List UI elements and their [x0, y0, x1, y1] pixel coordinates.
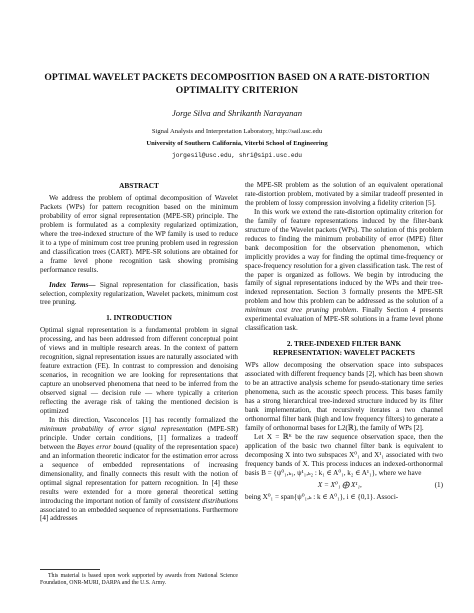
- index-terms-label: Index Terms—: [49, 280, 96, 289]
- abstract-text: We address the problem of optimal decomposition of Wavelet Packets (WPs) for pattern recognition based on the minimum probability of error signal representation (MPE-SR) principle. The problem is formulated as a complexity regularized optimization, where the tree-indexed structure of the WP family is used to reduce it to a type of minimum cost tree pruning problem used in regression and classification trees (CART). MPE-SR solutions are obtained for a frame level phone recognition task showing promising performance results.: [40, 194, 238, 274]
- right-paragraph-2: [245, 208, 443, 333]
- right-column: [245, 181, 443, 589]
- right-paragraph-1: the MPE-SR problem as the solution of an equivalent operational rate-distortion problem, motivated by a similar tradeoff presented in the problem of lossy compression involving a fidelity criterion [5].: [245, 181, 443, 207]
- section-2-paragraph-2: Let X = ℝᴷ be the raw sequence observation space, then the application of the basic two channel filter bank is equivalent to decomposing X into two subspaces X⁰₁ and X¹₁ associated with two frequency bands of X. This process induces an indexed-orthonormal basis B = {ψ⁰₁,ₖ₁, ψ¹₁,ₖ₂ : k₁ ∈ A⁰₁, k₂ ∈ A¹₁}, where we have: [245, 432, 443, 477]
- intro-p2-part-b: (MPE-SR) principle. Under certain conditions, [1] formalizes a tradeoff between the: [40, 424, 238, 451]
- intro-p2-emph-2: Bayes error bound: [77, 442, 132, 451]
- left-column: [40, 181, 238, 589]
- section-2-heading-line-1: 2. TREE-INDEXED FILTER BANK: [286, 339, 402, 349]
- intro-p2-emph-1: minimum probability of error signal representation: [40, 424, 203, 433]
- right-p2-part-a: In this work we extend the rate-distortion optimality criterion for the family of feature representations induced by the filter-bank structure of the Wavelet packets (WPs). The solution of this problem reduces to finding the minimum probability of error (MPE) filter bank decomposition for the observation phenomenon, which implicitly provides a way for finding the optimal time-frequency or space-frequency resolution for a given classification task. The rest of the paper is organized as follows. We begin by introducing the family of signal representations induced by the WPs and their tree-indexed representation. Section 3 formally presents the MPE-SR problem and how this problem can be addressed as the solution of a: [245, 207, 443, 306]
- title-line-2: OPTIMALITY CRITERION: [175, 84, 299, 96]
- paper-title: [30, 72, 444, 97]
- section-2-paragraph-3: being X⁰₁ = span{ψ⁰₁,ₖ : k ∈ A⁰₁}, i ∈ {0,1}. Associ-: [245, 492, 399, 501]
- intro-p2-emph-3: consistent distributions: [171, 496, 238, 505]
- intro-p2-part-a: In this direction, Vasconcelos [1] has recently formalized the: [49, 415, 238, 424]
- authors: Jorge Silva and Shrikanth Narayanan: [171, 108, 302, 118]
- title-line-1: OPTIMAL WAVELET PACKETS DECOMPOSITION BASED ON A RATE-DISTORTION: [44, 72, 430, 83]
- author-emails: jorgesil@usc.edu, shri@sipi.usc.edu: [172, 152, 302, 159]
- affiliation-lab: Signal Analysis and Interpretation Laboratory, http://sail.usc.edu: [151, 128, 323, 135]
- abstract-heading: ABSTRACT: [119, 181, 159, 190]
- index-terms: [40, 281, 238, 308]
- section-2-heading-line-2: REPRESENTATION: WAVELET PACKETS: [273, 348, 415, 358]
- right-p2-emph: minimum cost tree pruning problem: [245, 306, 357, 315]
- intro-paragraph-2: [40, 416, 238, 523]
- section-2-heading: [245, 339, 443, 357]
- equation-1-body: X = X⁰₁ ⨁ X¹₁,: [317, 480, 362, 489]
- footnote: This material is based upon work supported by awards from National Science Foundation, ONR-MURI, DARPA and the U.S. Army.: [40, 573, 238, 587]
- introduction-heading: 1. INTRODUCTION: [106, 313, 172, 323]
- index-terms-text: Signal representation for classification, basis selection, complexity regularization, Wavelet packets, minimum cost tree pruning.: [40, 280, 238, 307]
- footnote-rule: [40, 569, 100, 570]
- intro-p2-part-d: associated to an embedded sequence of representations. Furthermore [4] addresses: [40, 505, 238, 523]
- affiliation-university: University of Southern California, Viterbi School of Engineering: [146, 139, 328, 147]
- intro-p2-part-c: (quality of the representation space) and an information theoretic indicator for the estimation error across a sequence of embedded representations of increasing dimensionality, and finally connects this result with the notion of optimal signal representation for pattern recognition. In [4] these results were extended for a more general theoretical setting introducing the important notion of family of: [40, 442, 238, 505]
- equation-1-number: (1): [434, 480, 443, 489]
- equation-1: [245, 481, 443, 490]
- intro-paragraph-1: Optimal signal representation is a fundamental problem in signal processing, and has been addressed from different conceptual point of views and in multiple research areas. In the context of pattern recognition, signal representation issues are naturally associated with feature extraction (FE). In contrast to compression and denoising scenarios, in recognition we are looking for representations that capture an unobserved phenomena that need to be inferred from the observed signal — decision rule — where typically a criterion reflecting the average risk of taking the mentioned decision is optimized: [40, 326, 238, 416]
- section-2-paragraph-1: WPs allow decomposing the observation space into subspaces associated with different frequency bands [2], which has been shown to be an attractive analysis scheme for pseudo-stationary time series phenomena, such as the acoustic speech process. This bases family has a strong hierarchical tree-indexed structure induced by its filter bank implementation, that recursively iterates a two channel orthonormal filter bank (high and low frequency filters) to generate a family of orthonormal bases for L2(ℝ), the family of WPs [2].: [245, 361, 443, 432]
- right-p2-part-b: . Finally Section 4 presents experimental evaluation of MPE-SR solutions in a frame level phone classification task.: [245, 306, 443, 333]
